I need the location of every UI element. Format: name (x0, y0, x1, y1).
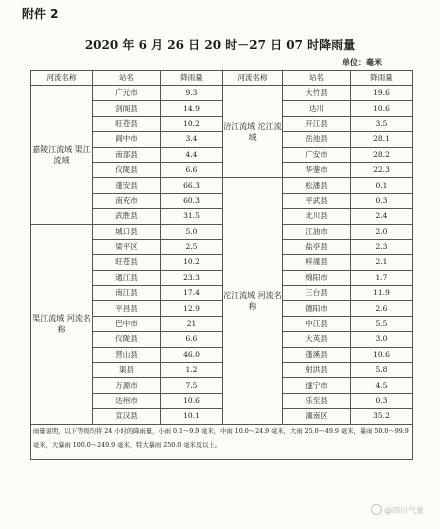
rainfall-cell: 10.6 (351, 347, 413, 362)
rainfall-cell: 14.9 (161, 101, 223, 116)
rainfall-cell: 2.1 (351, 255, 413, 270)
rainfall-cell: 1.2 (161, 363, 223, 378)
station-cell: 射洪县 (283, 363, 351, 378)
rainfall-cell: 2.4 (351, 209, 413, 224)
station-cell: 遂宁市 (283, 378, 351, 393)
station-cell: 梁平区 (93, 239, 161, 254)
rainfall-cell: 10.1 (161, 409, 223, 424)
weibo-icon (371, 504, 382, 515)
station-cell: 江油市 (283, 224, 351, 239)
rainfall-cell: 28.1 (351, 132, 413, 147)
station-cell: 三台县 (283, 286, 351, 301)
station-cell: 广元市 (93, 86, 161, 101)
station-cell: 德阳市 (283, 301, 351, 316)
station-cell: 大竹县 (283, 86, 351, 101)
rainfall-cell: 21 (161, 316, 223, 331)
rainfall-cell: 10.6 (161, 393, 223, 408)
station-cell: 营山县 (93, 347, 161, 362)
table-header-row (31, 71, 413, 86)
rainfall-cell: 6.6 (161, 332, 223, 347)
rainfall-cell: 3.0 (351, 332, 413, 347)
station-cell: 北川县 (283, 209, 351, 224)
station-cell: 巴中市 (93, 316, 161, 331)
rainfall-cell: 4.4 (161, 147, 223, 162)
rainfall-cell: 3.5 (351, 116, 413, 131)
page-title: 2020 年 6 月 26 日 20 时－27 日 07 时降雨量 (84, 38, 356, 52)
station-cell: 松潘县 (283, 178, 351, 193)
station-cell: 南部县 (93, 147, 161, 162)
rainfall-cell: 11.9 (351, 286, 413, 301)
basin-cell-jialing: 嘉陵江流域 渠江流域 (31, 86, 93, 225)
rainfall-cell: 5.0 (161, 224, 223, 239)
rainfall-cell: 4.5 (351, 378, 413, 393)
station-cell: 岳池县 (283, 132, 351, 147)
watermark (371, 504, 424, 516)
header-rainfall-right: 降雨量 (351, 71, 413, 86)
station-cell: 大英县 (283, 332, 351, 347)
station-cell: 仪陇县 (93, 162, 161, 177)
rainfall-cell: 0.3 (351, 193, 413, 208)
header-river-left: 河流名称 (31, 71, 93, 86)
station-cell: 旺苍县 (93, 116, 161, 131)
note-row (31, 424, 413, 459)
table-row (31, 86, 413, 101)
station-cell: 宣汉县 (93, 409, 161, 424)
header-rainfall-left: 降雨量 (161, 71, 223, 86)
station-cell: 仪陇县 (93, 332, 161, 347)
station-cell: 旺苍县 (93, 255, 161, 270)
rainfall-cell: 12.9 (161, 301, 223, 316)
rainfall-cell: 2.6 (351, 301, 413, 316)
station-cell: 潼南区 (283, 409, 351, 424)
station-cell: 盐亭县 (283, 239, 351, 254)
rainfall-cell: 10.6 (351, 101, 413, 116)
rainfall-cell: 2.3 (351, 239, 413, 254)
rainfall-cell: 0.3 (351, 393, 413, 408)
rainfall-cell: 2.0 (351, 224, 413, 239)
station-cell: 华蓥市 (283, 162, 351, 177)
station-cell: 城口县 (93, 224, 161, 239)
station-cell: 南充市 (93, 193, 161, 208)
station-cell: 阆中市 (93, 132, 161, 147)
basin-cell-qujiang: 渠江流域 河流名称 (31, 224, 93, 424)
rainfall-cell: 66.3 (161, 178, 223, 193)
station-cell: 绵阳市 (283, 270, 351, 285)
basin-cell-fujiang: 涪江流域 沱江流域 (223, 86, 283, 178)
rainfall-cell: 5.5 (351, 316, 413, 331)
rainfall-cell: 60.3 (161, 193, 223, 208)
station-cell: 乐至县 (283, 393, 351, 408)
rainfall-cell: 5.8 (351, 363, 413, 378)
station-cell: 渠县 (93, 363, 161, 378)
rainfall-note: 雨量说明，以下等级均将 24 小时的降雨量，小雨 0.1～9.9 毫米，中雨 10.0～24.9 毫米，大雨 25.0～49.9 毫米，暴雨 50.0～99.9 毫米，大暴雨 100.0～249.9 毫米，特大暴雨 250.0 毫米及以上。 (31, 424, 413, 459)
rainfall-cell: 17.4 (161, 286, 223, 301)
station-cell: 剑阁县 (93, 101, 161, 116)
header-station-left: 站名 (93, 71, 161, 86)
rainfall-cell: 19.6 (351, 86, 413, 101)
header-river-right: 河流名称 (223, 71, 283, 86)
station-cell: 达川 (283, 101, 351, 116)
rainfall-cell: 23.3 (161, 270, 223, 285)
station-cell: 中江县 (283, 316, 351, 331)
rainfall-cell: 9.3 (161, 86, 223, 101)
rainfall-cell: 1.7 (351, 270, 413, 285)
rainfall-cell: 0.1 (351, 178, 413, 193)
rainfall-cell: 7.5 (161, 378, 223, 393)
rainfall-cell: 2.5 (161, 239, 223, 254)
unit-label: 单位：毫米 (342, 58, 382, 67)
rainfall-cell: 35.2 (351, 409, 413, 424)
rainfall-cell: 22.3 (351, 162, 413, 177)
station-cell: 平武县 (283, 193, 351, 208)
station-cell: 开江县 (283, 116, 351, 131)
station-cell: 万源市 (93, 378, 161, 393)
rainfall-cell: 6.6 (161, 162, 223, 177)
rainfall-table (30, 70, 413, 460)
station-cell: 广安市 (283, 147, 351, 162)
station-cell: 蓬安县 (93, 178, 161, 193)
basin-cell-tuo-text: 沱江流域 河流名称 (223, 290, 282, 311)
table-row (31, 224, 413, 239)
station-cell: 蓬溪县 (283, 347, 351, 362)
rainfall-cell: 31.5 (161, 209, 223, 224)
rainfall-cell: 46.0 (161, 347, 223, 362)
station-cell: 南江县 (93, 286, 161, 301)
station-cell: 通江县 (93, 270, 161, 285)
rainfall-cell: 28.2 (351, 147, 413, 162)
header-station-right: 站名 (283, 71, 351, 86)
station-cell: 平昌县 (93, 301, 161, 316)
station-cell: 达州市 (93, 393, 161, 408)
station-cell: 梓潼县 (283, 255, 351, 270)
basin-cell-tuo (223, 178, 283, 424)
attachment-label: 附件 2 (22, 7, 59, 21)
rainfall-cell: 10.2 (161, 116, 223, 131)
watermark-text: @四川气象 (384, 506, 424, 515)
rainfall-cell: 3.4 (161, 132, 223, 147)
station-cell: 武胜县 (93, 209, 161, 224)
rainfall-cell: 10.2 (161, 255, 223, 270)
